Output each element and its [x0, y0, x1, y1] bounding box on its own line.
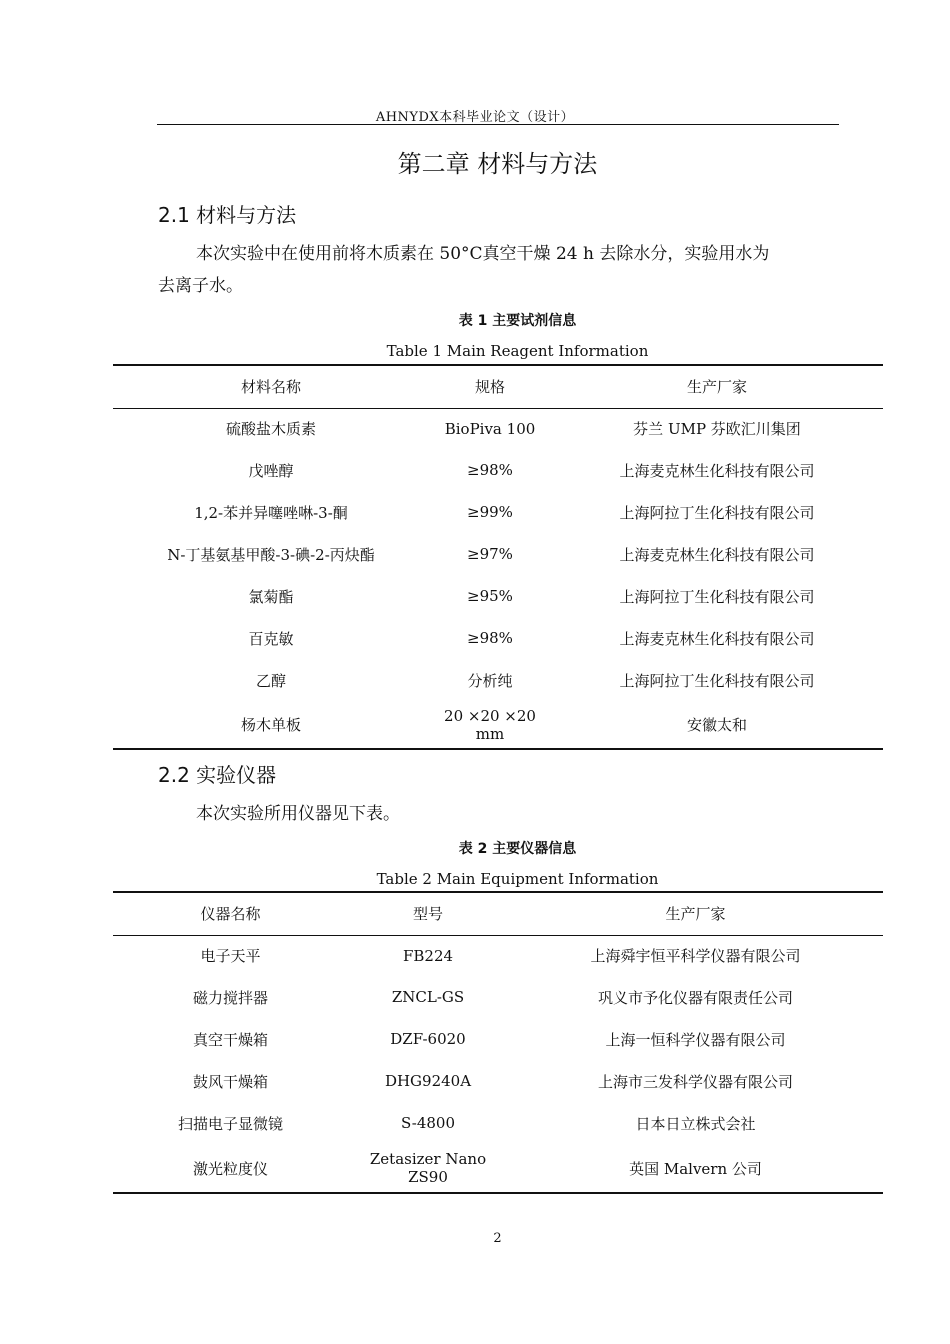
table-row: [113, 1102, 883, 1144]
column-header: 仪器名称: [113, 892, 348, 935]
table-cell: S-4800: [400, 1114, 456, 1132]
table-cell: 硫酸盐木质素: [225, 420, 316, 439]
table-header-row: [113, 365, 883, 408]
table-cell: 扫描电子显微镜: [177, 1114, 283, 1133]
table-cell: 英国 Malvern 公司: [629, 1159, 762, 1178]
table-cell: ≥98%: [467, 461, 513, 479]
table-cell: 上海一恒科学仪器有限公司: [605, 1030, 786, 1049]
table-cell: 上海阿拉丁生化科技有限公司: [619, 671, 815, 690]
column-header: 材料名称: [113, 365, 429, 408]
section-heading-2-1: 2.1 材料与方法: [158, 203, 297, 227]
table-cell: 巩义市予化仪器有限责任公司: [597, 988, 793, 1007]
table-cell: 激光粒度仪: [192, 1159, 268, 1178]
table-row: [113, 575, 883, 617]
table2-caption-cn: 表 2 主要仪器信息: [458, 841, 577, 857]
table-row: [113, 1018, 883, 1060]
table-row: [113, 617, 883, 659]
table-row: [113, 491, 883, 533]
paragraph-line: 去离子水。: [158, 276, 243, 296]
table-row: [113, 701, 883, 749]
table-cell: 20 ×20 ×20 mm: [444, 706, 536, 743]
table-cell: 日本日立株式会社: [635, 1114, 756, 1133]
table-row: [113, 659, 883, 701]
table-cell: Zetasizer Nano ZS90: [369, 1150, 487, 1186]
section-heading-2-2: 2.2 实验仪器: [158, 763, 277, 787]
page-number: 2: [493, 1231, 502, 1246]
table-cell: 鼓风干燥箱: [192, 1072, 268, 1091]
equipment-table: [113, 891, 883, 1194]
table-cell: ZNCL-GS: [391, 988, 465, 1006]
table-cell: 杨木单板: [240, 716, 301, 734]
table-cell: 戊唑醇: [248, 461, 294, 480]
table-cell: BioPiva 100: [444, 419, 536, 438]
paragraph-line: 本次实验中在使用前将木质素在 50°C真空干燥 24 h 去除水分，实验用水为: [196, 244, 770, 264]
table-cell: 上海舜宇恒平科学仪器有限公司: [590, 947, 801, 966]
column-header: 生产厂家: [508, 892, 883, 935]
table-cell: ≥97%: [467, 545, 513, 563]
table-cell: 芬兰 UMP 芬欧汇川集团: [633, 420, 801, 439]
chapter-title: 第二章 材料与方法: [397, 150, 598, 178]
table-row: [113, 449, 883, 491]
table-row: [113, 533, 883, 575]
table-cell: 磁力搅拌器: [192, 988, 268, 1007]
table-row: [113, 976, 883, 1018]
table-cell: 乙醇: [255, 671, 286, 690]
table2-caption-en: Table 2 Main Equipment Information: [376, 870, 659, 888]
table-cell: DZF-6020: [390, 1030, 466, 1048]
table-cell: ≥99%: [467, 503, 513, 521]
table-row: [113, 408, 883, 449]
table-cell: 1,2-苯并异噻唑啉-3-酮: [194, 503, 348, 522]
table-row: [113, 935, 883, 976]
column-header: 生产厂家: [551, 365, 883, 408]
header-rule: [157, 124, 839, 125]
table-cell: 上海麦克林生化科技有限公司: [619, 461, 815, 480]
table-cell: N-丁基氨基甲酸-3-碘-2-丙炔酯: [167, 545, 375, 564]
table-cell: 氯菊酯: [248, 587, 294, 606]
paragraph-line: 本次实验所用仪器见下表。: [196, 804, 400, 824]
table-cell: 上海麦克林生化科技有限公司: [619, 629, 815, 648]
running-header: AHNYDX本科毕业论文（设计）: [375, 110, 575, 125]
table-cell: 上海市三发科学仪器有限公司: [597, 1072, 793, 1091]
table-header-row: [113, 892, 883, 935]
table-cell: FB224: [402, 946, 454, 965]
table-cell: 分析纯: [467, 671, 513, 690]
reagent-table: [113, 364, 883, 750]
table1-caption-cn: 表 1 主要试剂信息: [458, 313, 577, 329]
table-row: [113, 1060, 883, 1102]
column-header: 型号: [348, 892, 508, 935]
table-cell: 电子天平: [200, 947, 261, 966]
table-cell: 上海阿拉丁生化科技有限公司: [619, 587, 815, 606]
table-cell: 上海麦克林生化科技有限公司: [619, 545, 815, 564]
column-header: 规格: [429, 365, 551, 408]
table-cell: 安徽太和: [686, 716, 747, 734]
table-cell: 真空干燥箱: [192, 1030, 268, 1049]
table-cell: 上海阿拉丁生化科技有限公司: [619, 503, 815, 522]
table-cell: ≥95%: [467, 587, 513, 605]
table-cell: DHG9240A: [384, 1072, 472, 1090]
table-cell: 百克敏: [248, 629, 294, 648]
table-row: [113, 1144, 883, 1193]
table-cell: ≥98%: [467, 629, 513, 647]
table1-caption-en: Table 1 Main Reagent Information: [386, 342, 649, 360]
